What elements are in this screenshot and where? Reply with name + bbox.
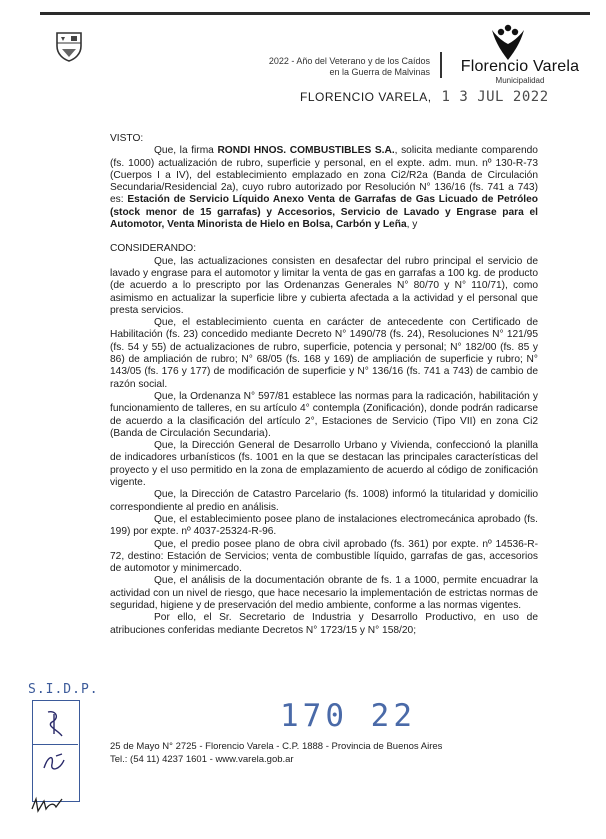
year-motto-line-1: 2022 - Año del Veterano y de los Caídos [268, 56, 430, 66]
considerando-paragraph: Que, el predio posee plano de obra civil aprobado (fs. 361) por expte. nº 14536-R-72, destino: Estación de Servicios; venta de combustible líquido, garrafas de gas, accesorios de automotor y minimercado. [110, 538, 538, 575]
document-body [110, 133, 538, 637]
considerando-paragraph: Por ello, el Sr. Secretario de Industria y Desarrollo Productivo, en uso de atribuciones conferidas mediante Decretos N° 1723/15 y N° 158/20; [110, 612, 538, 636]
considerando-paragraph: Que, el establecimiento posee plano de instalaciones electromecánica aprobado (fs. 199) por expte. nº 4037-25324-R-96. [110, 513, 538, 538]
municipality-brand [450, 58, 590, 85]
initials-signature-icon [42, 708, 68, 740]
brand-name: Florencio Varela [460, 58, 580, 75]
footer-contact: Tel.: (54 11) 4237 1601 - www.varela.gob.ar [110, 754, 294, 765]
considerando-paragraph: Que, el análisis de la documentación obrante de fs. 1 a 1000, permite encuadrar la actividad con un nivel de riesgo, que hace necesario la implementación de estrictas normas de seguridad, higiene y de preservación del medio ambiente, conforme a las normas vigentes. [110, 575, 538, 611]
resolution-number: 170 22 [280, 698, 416, 734]
year-motto [230, 56, 430, 78]
authorized-activity: Estación de Servicio Líquido Anexo Venta de Garrafas de Gas Licuado de Petróleo (stock menor de 15 garrafas) y Accesorios, Servicio de Lavado y Engrase para el Automotor, Venta Minorista de Hielo en Bolsa, Carbón y Leña [110, 194, 539, 231]
coat-of-arms-icon [55, 30, 83, 62]
date-stamp: 1 3 JUL 2022 [441, 89, 549, 105]
sidp-stamp [28, 682, 99, 806]
considerando-paragraph: Que, la Ordenanza N° 597/81 establece las normas para la radicación, habilitación y funcionamiento de talleres, en su artículo 4° contempla (Zonificación), donde podrán radicarse de acuerdo a la clasificación del artículo 2°, Estaciones de Servicio (Tipo VII) en zona Ci2 (Banda de Circulación Secundaria). [110, 390, 538, 439]
considerando-heading: CONSIDERANDO: [110, 243, 197, 255]
place-date [300, 89, 549, 105]
considerando-paragraph: Que, el establecimiento cuenta en carácter de antecedente con Certificado de Habilitación (fs. 23) concedido mediante Decreto N° 1490/78 (fs. 24), Resoluciones N° 121/95 (fs. 54 y 55) de actualizaciones de rubro, superficie, potencia y personal; N° 182/00 (fs. 85 y 86) de ampliación de rubro; N° 68/05 (fs. 168 y 169) de ampliación de superficie y rubro; N° 143/05 (fs. 176 y 177) de modificación de superficie y N° 136/16 (fs. 741 a 743) de cambio de razón social. [110, 317, 538, 390]
brand-subtitle: Municipalidad [495, 76, 545, 85]
handwritten-mark-icon [28, 793, 68, 817]
considerando-paragraph: Que, la Dirección General de Desarrollo Urbano y Vivienda, confeccionó la planilla de indicadores urbanísticos (fs. 1001 en la que se destacan las principales características del proyecto y el uso permitido en la zona de emplazamiento de acuerdo al código de zonificación vigente. [110, 440, 538, 489]
top-rule [40, 12, 590, 15]
visto-heading: VISTO: [110, 133, 144, 144]
considerando-paragraph: Que, las actualizaciones consisten en desafectar del rubro principal el servicio de lavado y engrase para el automotor y limitar la venta de gas en garrafas a 100 kg. de producto (de acuerdo a lo prescripto por las Ordenanzas Generales N° 80/70 y N° 110/71), como asimismo en actualizar la superficie libre y cubierta afectada a la actividad y el personal que presta servicios. [110, 255, 538, 316]
footer-address: 25 de Mayo N° 2725 - Florencio Varela - C.P. 1888 - Provincia de Buenos Aires [110, 741, 443, 752]
municipality-logo-icon [488, 24, 528, 62]
year-motto-line-2: en la Guerra de Malvinas [329, 67, 430, 77]
visto-paragraph: Que, la firma RONDI HNOS. COMBUSTIBLES S.A., solicita mediante comparendo (fs. 1000) actualización de rubro, superficie y personal, en el expte. adm. mun. nº 130-R-73 (Cuerpos I a IV), del establecimiento emplazado en zona Ci2/R2a (Banda de Circulación Secundaria/Residencial 2a), cuyo rubro autorizado por Resolución N° 136/16 (fs. 741 a 743) es: Estación de Servicio Líquido Anexo Venta de Garrafas de Gas Licuado de Petróleo (stock menor de 15 garrafas) y Accesorios, Servicio de Lavado y Engrase para el Automotor, Venta Minorista de Hielo en Bolsa, Carbón y Leña, y [110, 145, 539, 231]
header-divider [440, 52, 442, 78]
considerando-paragraph: Que, la Dirección de Catastro Parcelario (fs. 1008) informó la titularidad y domicilio correspondiente al predio en análisis. [110, 489, 538, 513]
place-label: FLORENCIO VARELA, [300, 90, 432, 104]
footer [110, 740, 530, 766]
company-name: RONDI HNOS. COMBUSTIBLES S.A. [217, 145, 395, 157]
stamp-box-divider [32, 744, 78, 745]
signature-scribble-icon [40, 750, 68, 774]
sidp-label: S.I.D.P. [28, 682, 99, 697]
